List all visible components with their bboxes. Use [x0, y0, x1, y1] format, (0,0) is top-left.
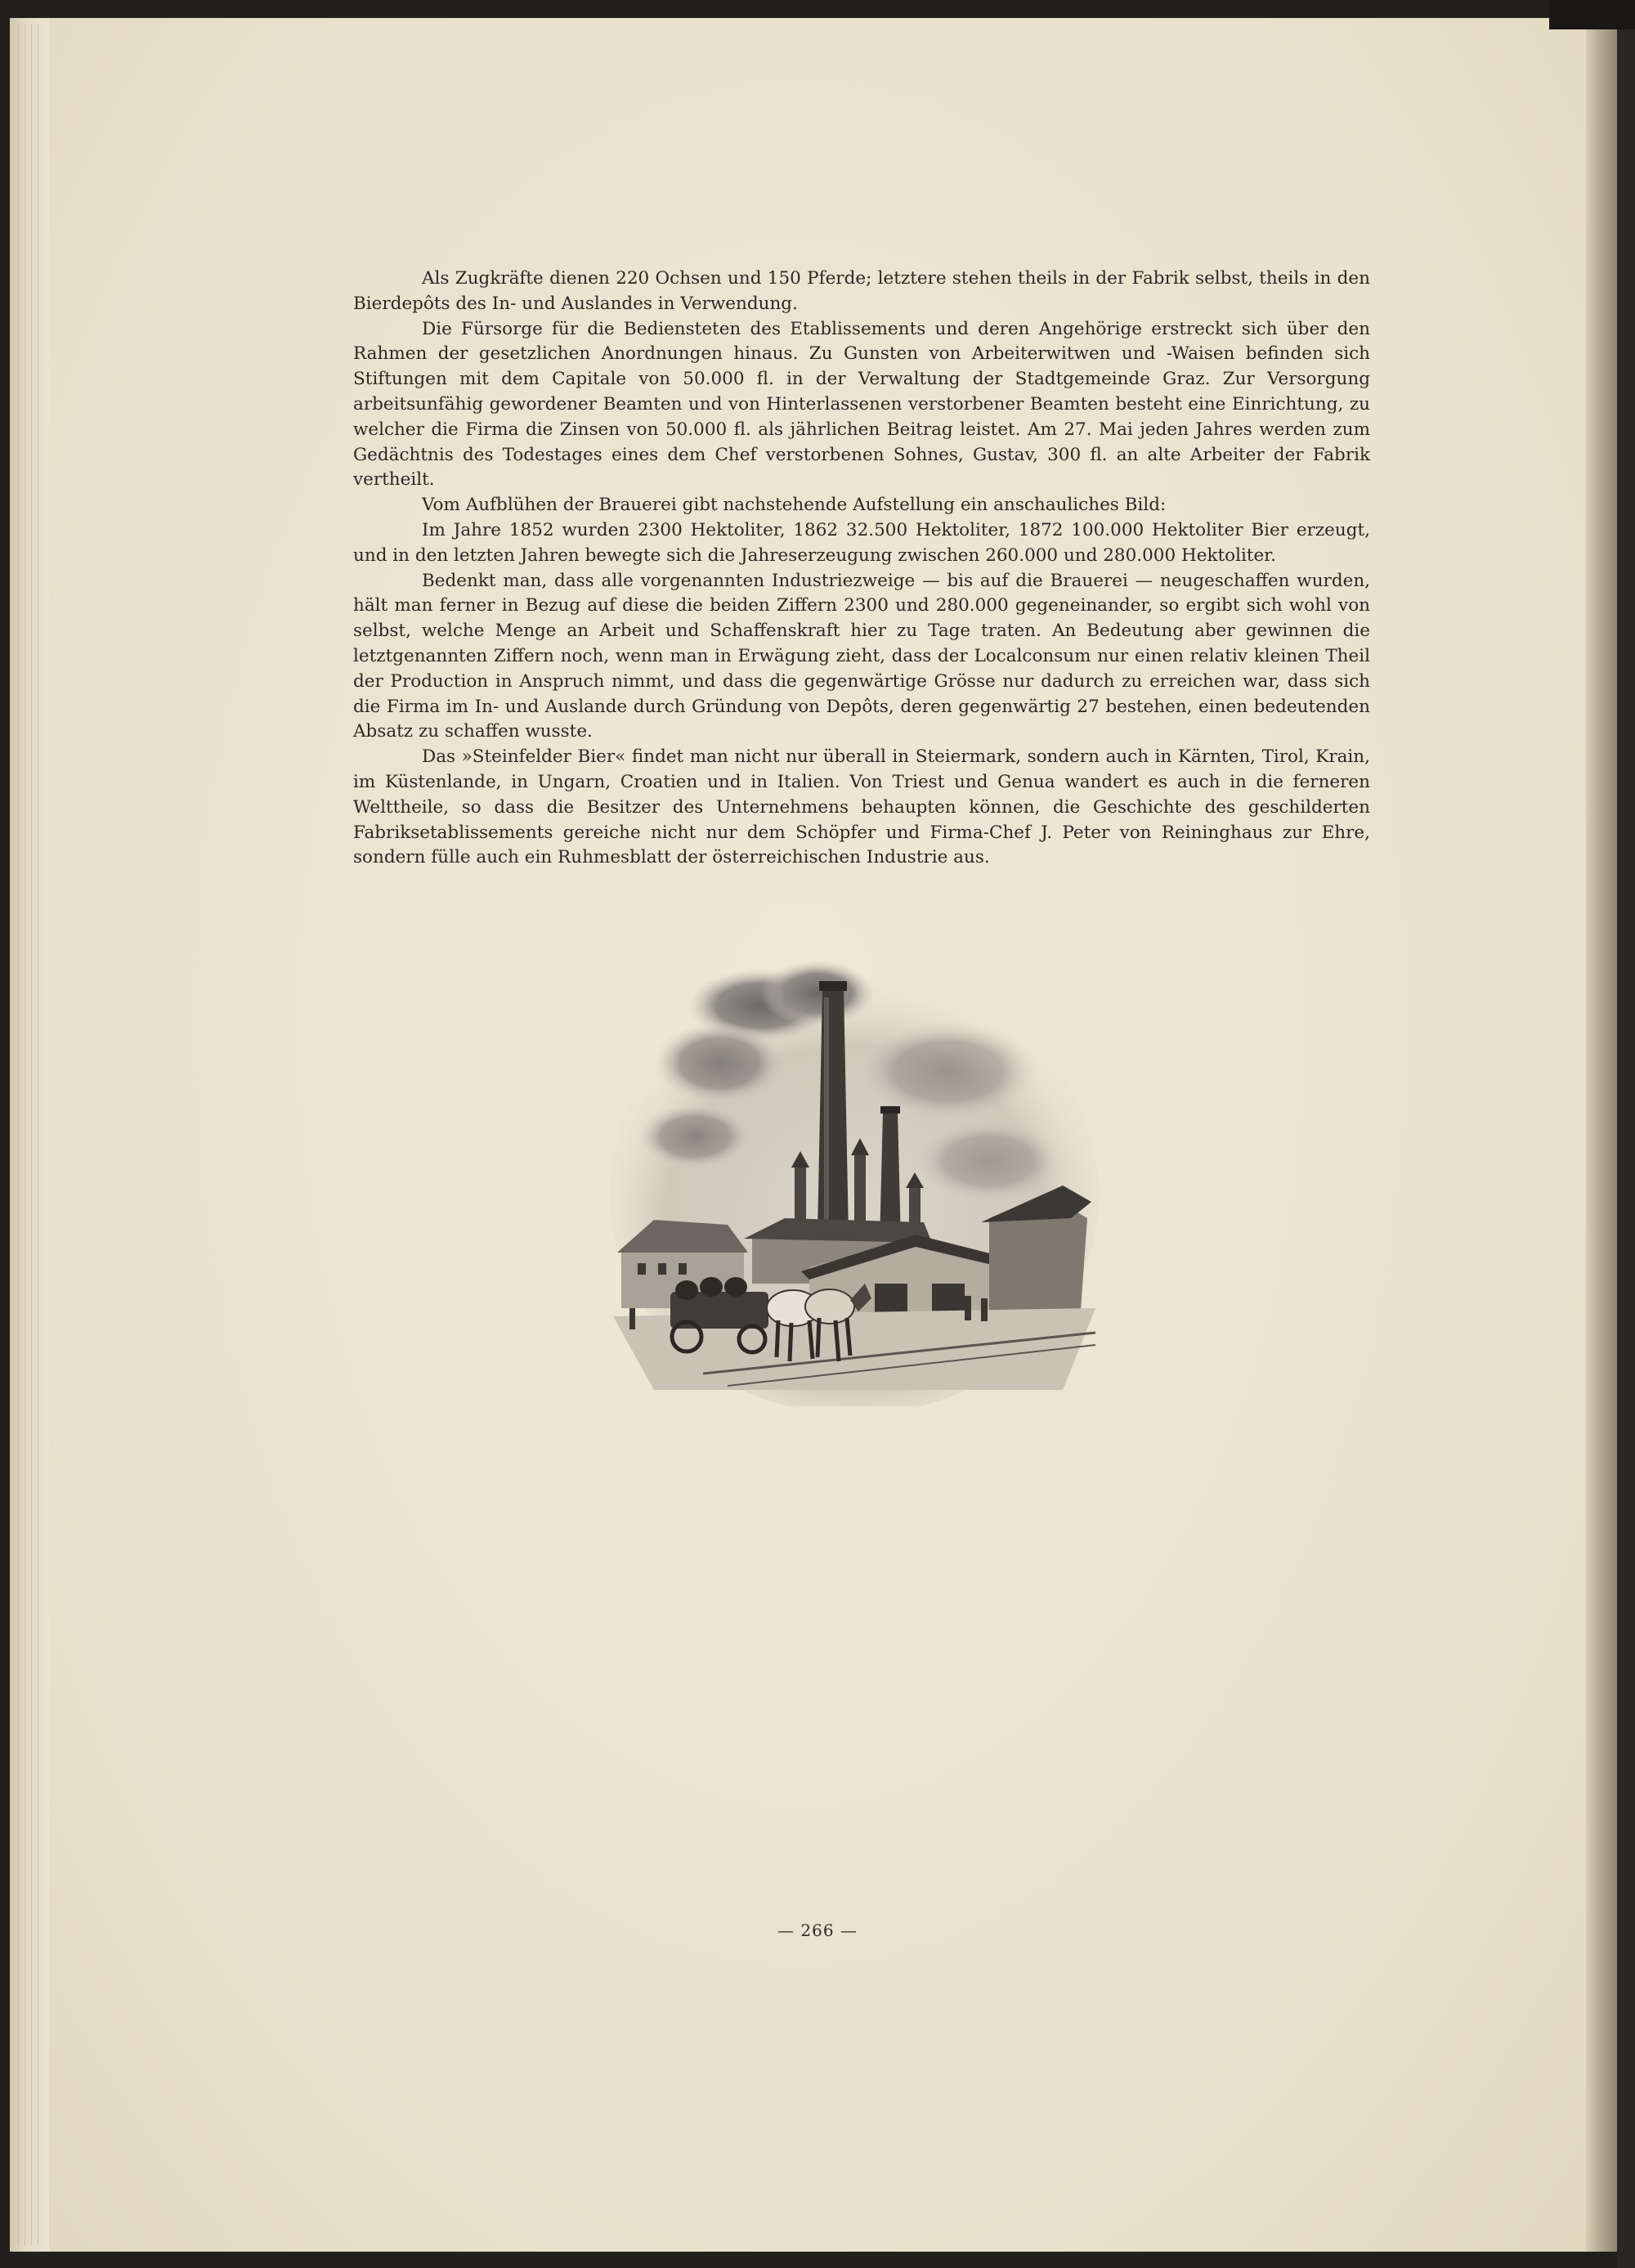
- chimney-cap: [819, 981, 847, 991]
- worker-figure: [629, 1308, 635, 1329]
- paragraph: Bedenkt man, dass alle vorgenannten Industriezweige — bis auf die Brauerei — neugeschaffen wurden, hält man ferner in Bezug auf diese die beiden Ziffern 2300 und 280.000 gegeneinander, so ergibt sich wohl von selbst, welche Menge an Arbeit und Schaffenskraft hier zu Tage traten. An Bedeutung aber gewinnen die letztgenannten Ziffern noch, wenn man in Erwägung zieht, dass der Localconsum nur einen relativ kleinen Theil der Production in Anspruch nimmt, und dass die gegenwärtige Grösse nur dadurch zu erreichen war, dass sich die Firma im In- und Auslande durch Gründung von Depôts, deren gegenwärtig 27 bestehen, einen bedeutenden Absatz zu schaffen wusste.: [353, 570, 1370, 742]
- brewery-illustration: [605, 948, 1104, 1406]
- paragraph: Das »Steinfelder Bier« findet man nicht nur überall in Steiermark, sondern auch in Kärnten, Tirol, Krain, im Küstenlande, in Ungarn, Croatien und in Italien. Von Triest und Genua wandert es auch in die ferneren Welttheile, so dass die Besitzer des Unternehmens behaupten können, die Geschichte des geschilderten Fabriksetablissements gereiche nicht nur dem Schöpfer und Firma-Chef J. Peter von Reininghaus zur Ehre, sondern fülle auch ein Ruhmesblatt der österreichischen Industrie aus.: [353, 746, 1370, 868]
- smoke-cloud: [654, 1022, 785, 1104]
- window: [679, 1263, 687, 1275]
- smoke-cloud: [760, 961, 875, 1026]
- smoke-cloud: [638, 1104, 752, 1169]
- smoke-cloud: [858, 1022, 1038, 1120]
- window: [658, 1263, 666, 1275]
- paragraph: Die Fürsorge für die Bediensteten des Etablissements und deren Angehörige erstreckt sich über den Rahmen der gesetzlichen Anordnungen hinaus. Zu Gunsten von Arbeiterwitwen und -Waisen befinden sich Stiftungen mit dem Capitale von 50.000 fl. in der Verwaltung der Stadtgemeinde Graz. Zur Versorgung arbeitsunfähig gewordener Beamten und von Hinterlassenen verstorbener Beamten besteht eine Einrichtung, zu welcher die Firma die Zinsen von 50.000 fl. als jährlichen Beitrag leistet. Am 27. Mai jeden Jahres werden zum Gedächtnis des Todestages eines dem Chef verstorbenen Sohnes, Gustav, 300 fl. an alte Arbeiter der Fabrik vertheilt.: [353, 318, 1370, 491]
- page-gutter-fold: [1586, 18, 1617, 2252]
- page-number: — 266 —: [777, 1921, 858, 1940]
- worker-figure: [981, 1298, 988, 1321]
- page-stack-edge: [10, 18, 49, 2252]
- corner-shadow: [1549, 0, 1635, 29]
- window: [638, 1263, 646, 1275]
- worker-figure: [965, 1296, 971, 1320]
- chimney-cap: [880, 1106, 900, 1114]
- tall-chimney: [818, 988, 849, 1235]
- smoke-cloud: [916, 1120, 1063, 1202]
- page-edge-line: [31, 25, 32, 2245]
- beer-barrel: [675, 1280, 698, 1300]
- paragraph: Als Zugkräfte dienen 220 Ochsen und 150 Pferde; letztere stehen theils in der Fabrik selbst, theils in den Bierdepôts des In- und Auslandes in Verwendung.: [353, 268, 1370, 314]
- beer-barrel: [724, 1277, 747, 1297]
- paragraph: Im Jahre 1852 wurden 2300 Hektoliter, 1862 32.500 Hektoliter, 1872 100.000 Hektoliter Bier erzeugt, und in den letzten Jahren bewegte sich die Jahreserzeugung zwischen 260.000 und 280.000 Hektoliter.: [353, 519, 1370, 566]
- body-text: [353, 267, 1370, 871]
- page-edge-line: [18, 25, 19, 2245]
- beer-barrel: [700, 1277, 723, 1297]
- chimney-highlight: [824, 997, 829, 1226]
- paragraph: Vom Aufblühen der Brauerei gibt nachstehende Aufstellung ein anschauliches Bild:: [422, 495, 1167, 516]
